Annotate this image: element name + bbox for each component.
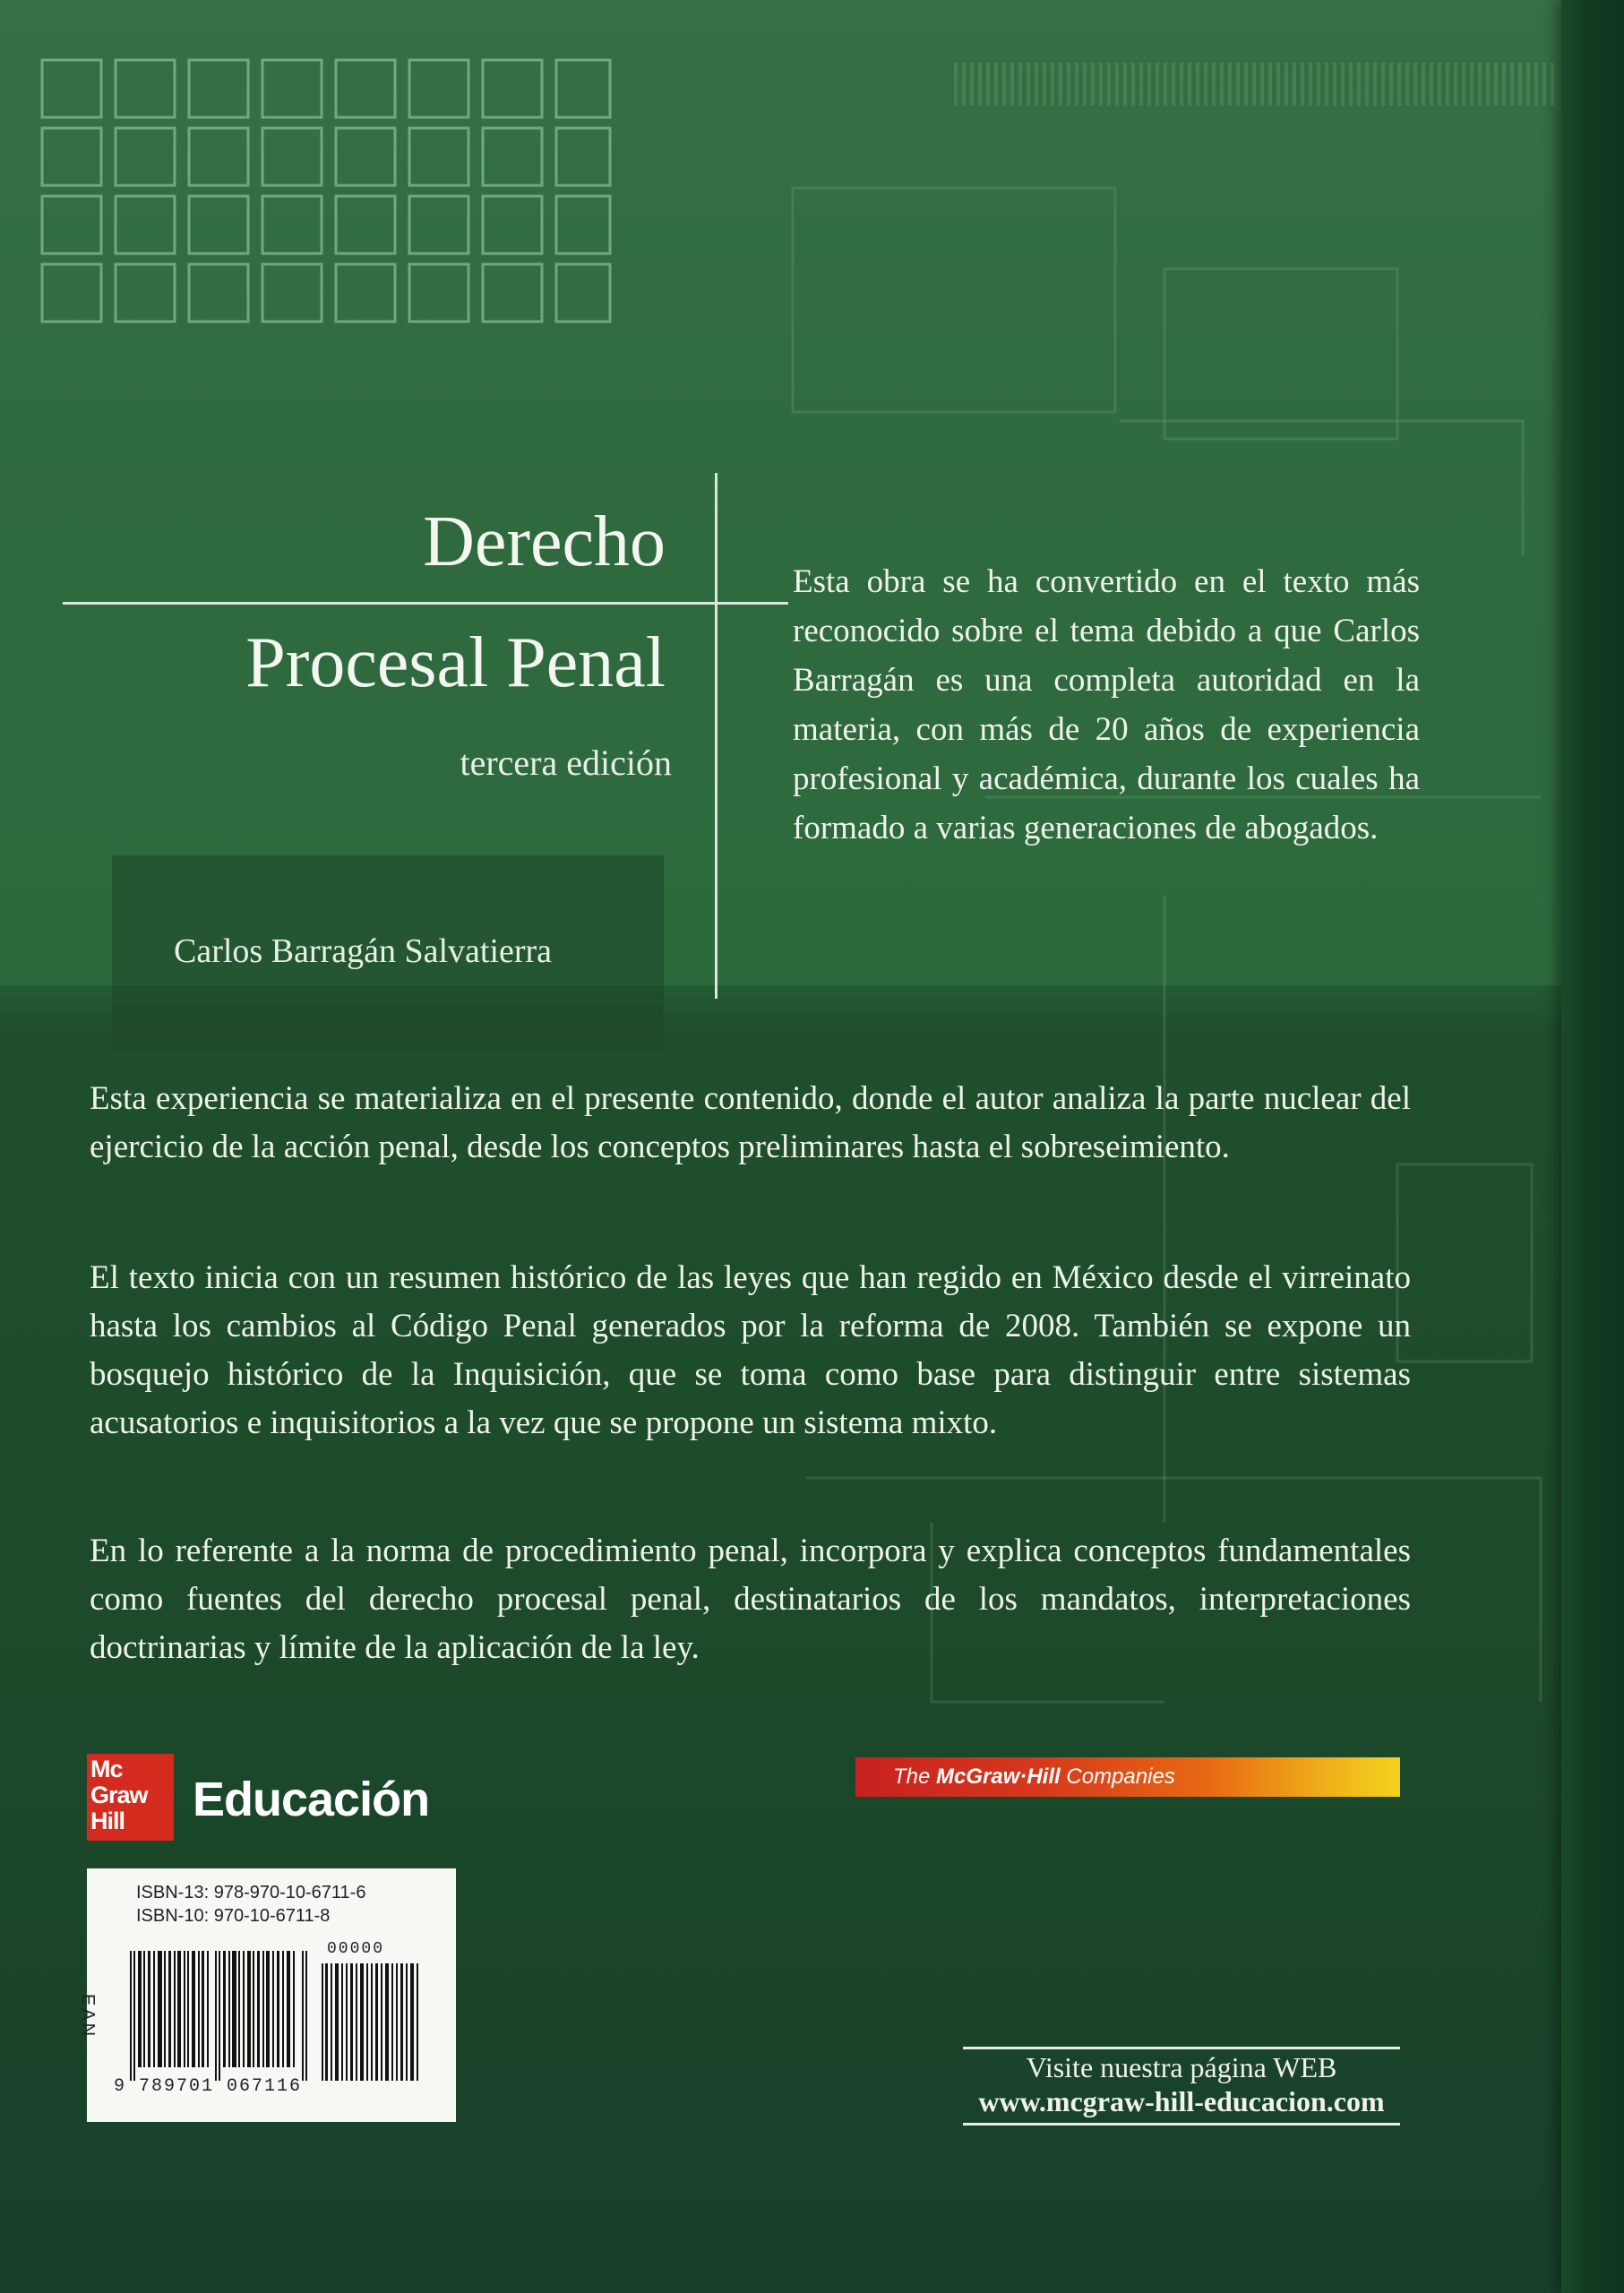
- companies-brand: McGraw·Hill: [936, 1765, 1061, 1789]
- website-rule-bottom: [963, 2123, 1400, 2126]
- website-rule-top: [963, 2047, 1400, 2049]
- book-spine-edge: [1561, 0, 1624, 2293]
- isbn-10: ISBN-10: 970-10-6711-8: [136, 1906, 331, 1926]
- ean-digits: 9 789701 067116: [114, 2076, 303, 2097]
- book-title-line1: Derecho: [423, 502, 666, 581]
- decorative-bar-pattern: [954, 63, 1554, 106]
- addon-barcode: [322, 1963, 425, 2081]
- edition-label: tercera edición: [460, 743, 672, 783]
- title-horizontal-rule: [63, 602, 788, 605]
- author-name: Carlos Barragán Salvatierra: [174, 932, 553, 970]
- companies-banner: [855, 1757, 1400, 1797]
- imprint-name: Educación: [193, 1773, 430, 1826]
- book-title-line2: Procesal Penal: [245, 623, 666, 702]
- logo-line-3: Hill: [90, 1808, 125, 1834]
- barcode-label: [78, 1868, 456, 2122]
- description-paragraph-3: En lo referente a la norma de procedimiento penal, incorpora y explica conceptos fundamentales como fuentes del derecho procesal penal, destinatarios de los mandatos, interpretaciones doctrinarias y límite de la aplicación de la ley.: [90, 1533, 1411, 1666]
- companies-suffix: Companies: [1066, 1765, 1175, 1789]
- ean-label: EAN: [78, 1994, 98, 2040]
- companies-banner-text: [893, 1765, 1175, 1790]
- logo-line-1: Mc: [90, 1756, 123, 1782]
- decorative-square-grid: [40, 58, 614, 327]
- website-visit-text: Visite nuestra página WEB: [1026, 2051, 1337, 2083]
- addon-digits: 00000: [327, 1940, 385, 1958]
- mcgraw-hill-logo: [87, 1754, 174, 1841]
- description-paragraph-2: El texto inicia con un resumen histórico de las leyes que han regido en México desde el virreinato hasta los cambios al Código Penal generados por la reforma de 2008. También se expone un bosquejo histórico de la Inquisición, que se toma como base para distinguir entre sistemas acusatorios e inquisitorios a la vez que se propone un sistema mixto.: [90, 1259, 1411, 1441]
- description-paragraph-1: Esta experiencia se materializa en el presente contenido, donde el autor analiza la parte nuclear del ejercicio de la acción penal, desde los conceptos preliminares hasta el sobreseimiento.: [90, 1080, 1411, 1165]
- website-url: www.mcgraw-hill-educacion.com: [978, 2085, 1385, 2117]
- companies-prefix: The: [893, 1765, 931, 1789]
- blurb-text: Esta obra se ha convertido en el texto más reconocido sobre el tema debido a que Carlos Barragán es una completa autoridad en la materia, con más de 20 años de experiencia profesional y académica, durante los cuales ha formado a varias generaciones de abogados.: [793, 563, 1420, 846]
- ean-barcode: [130, 1951, 309, 2081]
- title-vertical-rule: [715, 473, 717, 999]
- logo-line-2: Graw: [90, 1782, 148, 1808]
- isbn-13: ISBN-13: 978-970-10-6711-6: [136, 1883, 366, 1902]
